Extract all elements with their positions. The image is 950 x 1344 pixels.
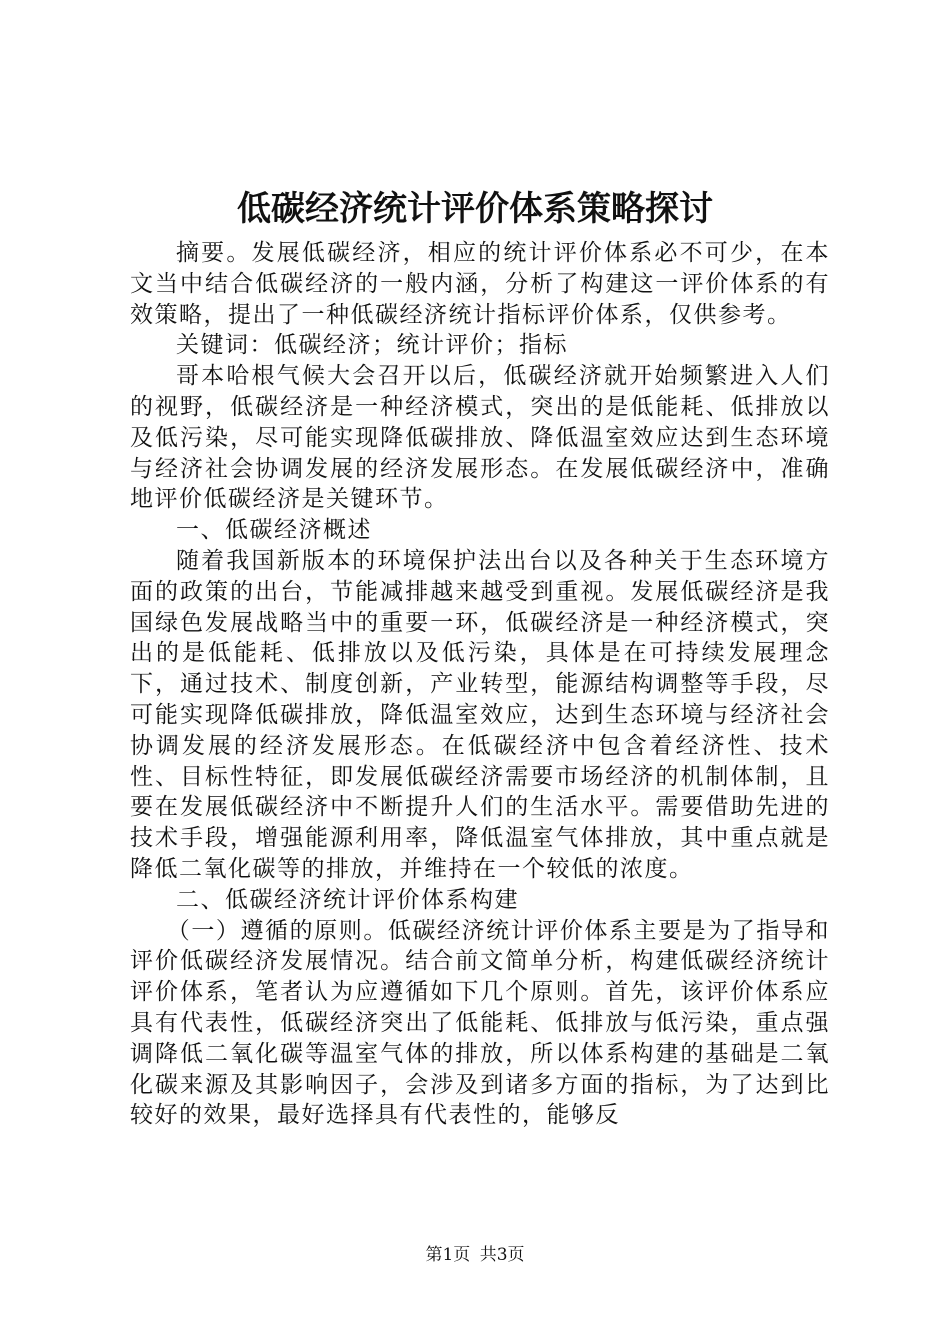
page-total: 共3页 xyxy=(479,1245,525,1265)
abstract-paragraph: 摘要。发展低碳经济，相应的统计评价体系必不可少，在本文当中结合低碳经济的一般内涵，分析了构建这一评价体系的有效策略，提出了一种低碳经济统计指标评价体系，仅供参考。 xyxy=(130,240,830,328)
section-1-paragraph: 随着我国新版本的环境保护法出台以及各种关于生态环境方面的政策的出台，节能减排越来越受到重视。发展低碳经济是我国绿色发展战略当中的重要一环，低碳经济是一种经济模式，突出的是低能耗、低排放以及低污染，具体是在可持续发展理念下，通过技术、制度创新，产业转型，能源结构调整等手段，尽可能实现降低碳排放，降低温室效应，达到生态环境与经济社会协调发展的经济发展形态。在低碳经济中包含着经济性、技术性、目标性特征，即发展低碳经济需要市场经济的机制体制，且要在发展低碳经济中不断提升人们的生活水平。需要借助先进的技术手段，增强能源利用率，降低温室气体排放，其中重点就是降低二氧化碳等的排放，并维持在一个较低的浓度。 xyxy=(130,547,830,882)
document-body xyxy=(130,238,830,1131)
page-footer xyxy=(0,1244,950,1266)
page-number: 第1页 xyxy=(425,1245,471,1265)
section-heading-1: 一、低碳经济概述 xyxy=(176,517,372,544)
document-title: 低碳经济统计评价体系策略探讨 xyxy=(237,189,713,229)
keywords-paragraph: 关键词：低碳经济；统计评价；指标 xyxy=(176,332,568,359)
intro-paragraph: 哥本哈根气候大会召开以后，低碳经济就开始频繁进入人们的视野，低碳经济是一种经济模式，突出的是低能耗、低排放以及低污染，尽可能实现降低碳排放、降低温室效应达到生态环境与经济社会协调发展的经济发展形态。在发展低碳经济中，准确地评价低碳经济是关键环节。 xyxy=(130,363,830,513)
section-2-paragraph: （一）遵循的原则。低碳经济统计评价体系主要是为了指导和评价低碳经济发展情况。结合前文简单分析，构建低碳经济统计评价体系，笔者认为应遵循如下几个原则。首先，该评价体系应具有代表性，低碳经济突出了低能耗、低排放与低污染，重点强调降低二氧化碳等温室气体的排放，所以体系构建的基础是二氧化碳来源及其影响因子，会涉及到诸多方面的指标，为了达到比较好的效果，最好选择具有代表性的，能够反 xyxy=(130,917,830,1129)
section-heading-2: 二、低碳经济统计评价体系构建 xyxy=(176,886,519,913)
